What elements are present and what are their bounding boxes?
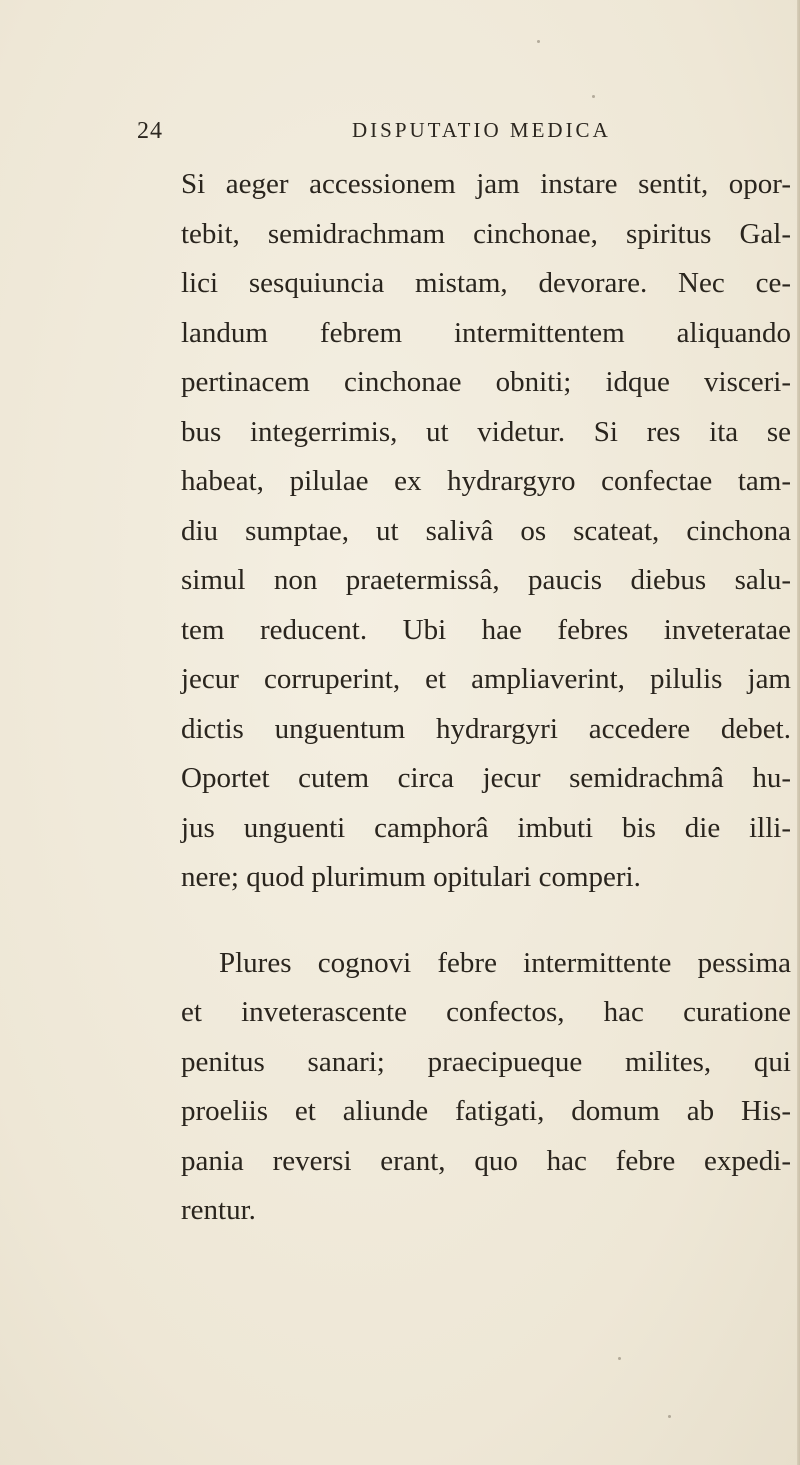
text-line: tebit, semidrachmam cinchonae, spiritus Gal-	[181, 217, 791, 250]
text-line: lici sesquiuncia mistam, devorare. Nec ce-	[181, 267, 791, 299]
paragraph-1	[181, 160, 791, 903]
paper-speck	[537, 40, 540, 43]
text-line: jecur corruperint, et ampliaverint, pilulis jam	[181, 663, 791, 695]
text-line: bus integerrimis, ut videtur. Si res ita se	[181, 415, 791, 448]
text-line: diu sumptae, ut salivâ os scateat, cinchona	[181, 514, 791, 547]
paragraph-2	[181, 939, 791, 1236]
page-header	[0, 118, 800, 152]
paper-speck	[668, 1415, 671, 1418]
text-line: et inveterascente confectos, hac curatione	[181, 996, 791, 1028]
text-line: simul non praetermissâ, paucis diebus salu-	[181, 564, 791, 596]
text-line: nere; quod plurimum opitulari comperi.	[181, 861, 641, 893]
text-line: landum febrem intermittentem aliquando	[181, 316, 791, 349]
text-line: dictis unguentum hydrargyri accedere debet.	[181, 712, 791, 745]
paper-speck	[592, 95, 595, 98]
text-line: habeat, pilulae ex hydrargyro confectae tam-	[181, 465, 791, 497]
text-line: proeliis et aliunde fatigati, domum ab His-	[181, 1095, 791, 1127]
text-line: tem reducent. Ubi hae febres inveteratae	[181, 613, 791, 646]
paragraph-gap	[181, 903, 791, 939]
text-line: penitus sanari; praecipueque milites, qui	[181, 1045, 791, 1078]
text-line: pertinacem cinchonae obniti; idque visceri-	[181, 366, 791, 398]
text-line: Si aeger accessionem jam instare sentit, opor-	[181, 168, 791, 200]
text-line: jus unguenti camphorâ imbuti bis die illi-	[181, 811, 791, 844]
text-line: rentur.	[181, 1194, 256, 1226]
paper-speck	[618, 1357, 621, 1360]
body-text	[181, 160, 791, 1236]
text-line: pania reversi erant, quo hac febre expedi-	[181, 1144, 791, 1177]
text-line: Oportet cutem circa jecur semidrachmâ hu-	[181, 762, 791, 794]
text-line: Plures cognovi febre intermittente pessima	[219, 946, 791, 979]
page-number: 24	[137, 118, 163, 144]
running-head: DISPUTATIO MEDICA	[352, 118, 611, 142]
